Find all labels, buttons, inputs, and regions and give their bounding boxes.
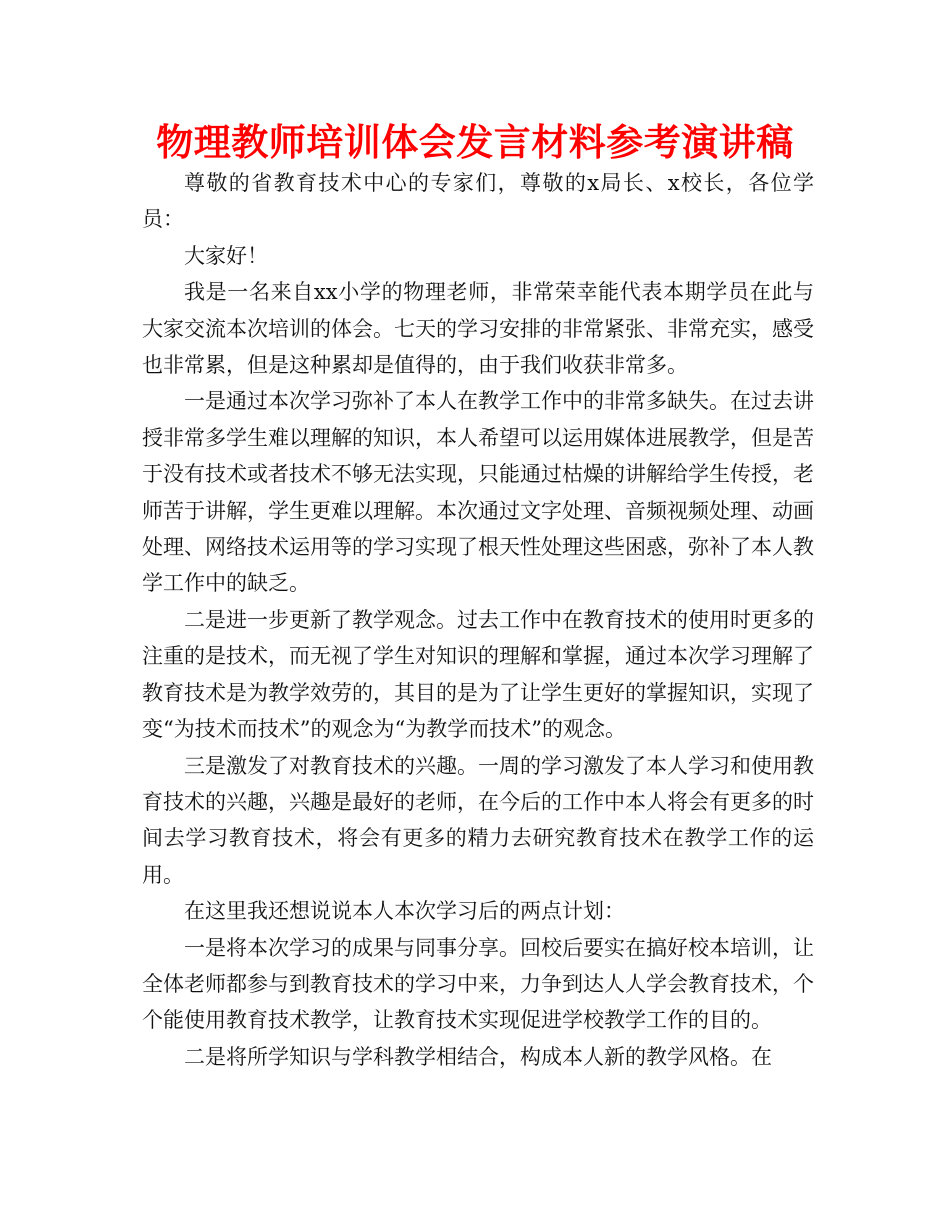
paragraph-point-two: 二是进一步更新了教学观念。过去工作中在教育技术的使用时更多的注重的是技术，而无视了学生对知识的理解和掌握，通过本次学习理解了教育技术是为教学效劳的，其目的是为了让学生更好的掌握知识，实现了变“为技术而技术”的观念为“为教学而技术”的观念。 [142, 607, 814, 742]
paragraph-point-three: 三是激发了对教育技术的兴趣。一周的学习激发了本人学习和使用教育技术的兴趣，兴趣是最好的老师，在今后的工作中本人将会有更多的时间去学习教育技术，将会有更多的精力去研究教育技术在教学工作的运用。 [142, 753, 814, 887]
paragraph-plans-intro: 在这里我还想说说本人本次学习后的两点计划： [184, 899, 625, 924]
paragraph-plan-two: 二是将所学知识与学科教学相结合，构成本人新的教学风格。在 [184, 1044, 772, 1069]
document-title: 物理教师培训体会发言材料参考演讲稿 [156, 121, 794, 164]
paragraph-point-one: 一是通过本次学习弥补了本人在教学工作中的非常多缺失。在过去讲授非常多学生难以理解的知识，本人希望可以运用媒体进展教学，但是苦于没有技术或者技术不够无法实现，只能通过枯燥的讲解给学生传授，老师苦于讲解，学生更难以理解。本次通过文字处理、音频视频处理、动画处理、网络技术运用等的学习实现了根天性处理这些困惑，弥补了本人教学工作中的缺乏。 [142, 389, 814, 596]
document-body [142, 165, 814, 1075]
paragraph-intro: 我是一名来自xx小学的物理老师，非常荣幸能代表本期学员在此与大家交流本次培训的体会。七天的学习安排的非常紧张、非常充实，感受也非常累，但是这种累却是值得的，由于我们收获非常多。 [142, 280, 814, 378]
paragraph-salutation: 尊敬的省教育技术中心的专家们，尊敬的x局长、x校长，各位学员： [142, 171, 814, 232]
paragraph-greeting: 大家好！ [184, 243, 268, 268]
paragraph-plan-one: 一是将本次学习的成果与同事分享。回校后要实在搞好校本培训，让全体老师都参与到教育技术的学习中来，力争到达人人学会教育技术，个个能使用教育技术教学，让教育技术实现促进学校教学工作的目的。 [142, 935, 814, 1033]
